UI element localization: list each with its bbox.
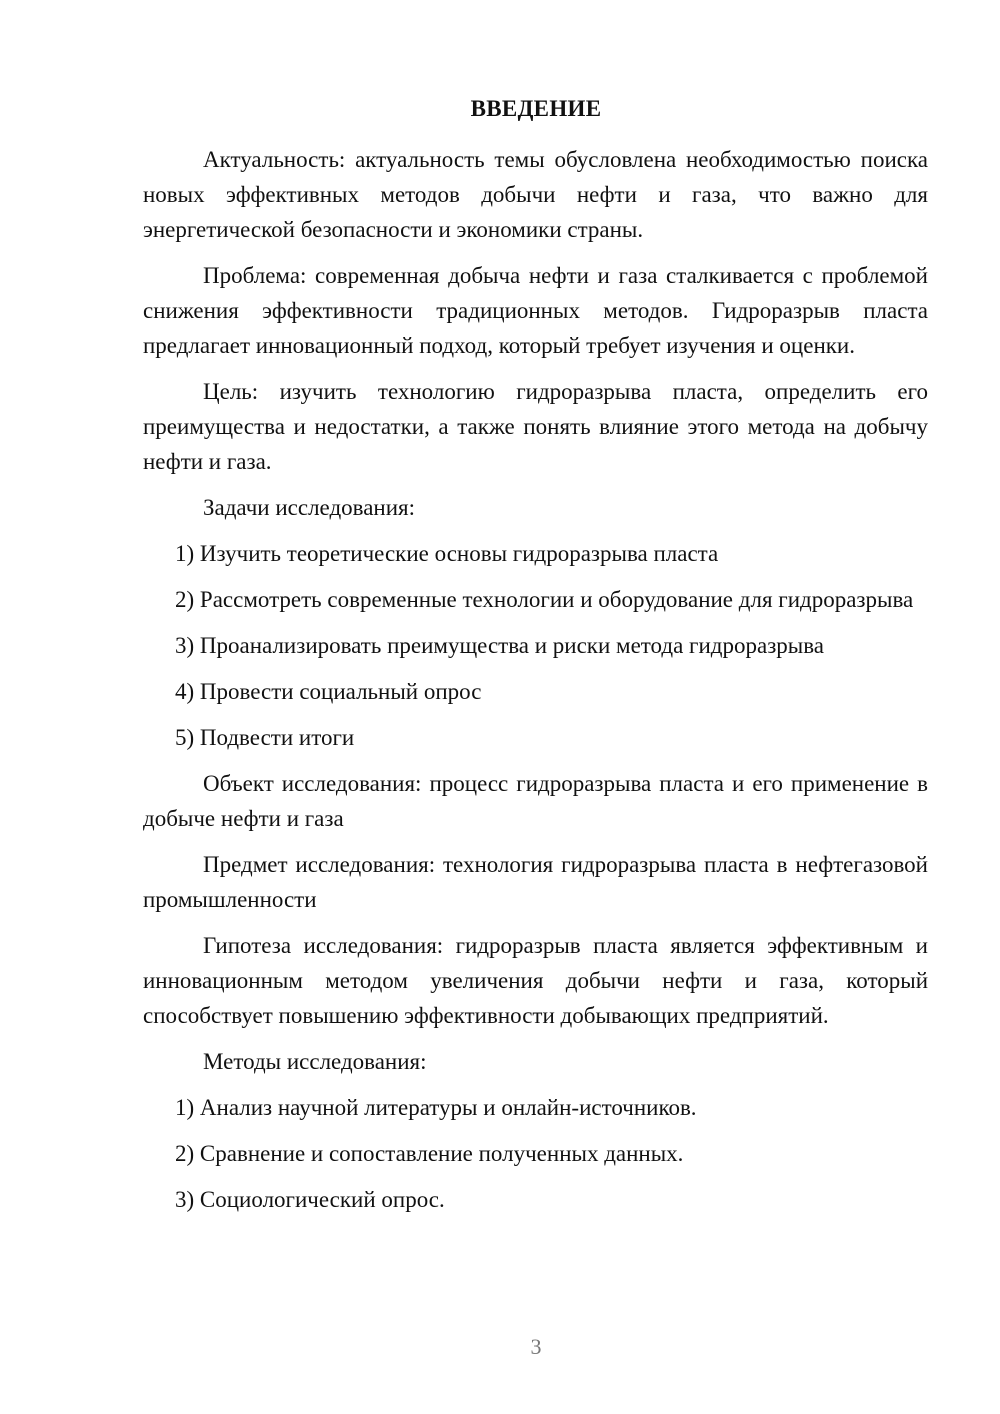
task-item-3: 3) Проанализировать преимущества и риски метода гидроразрыва — [175, 633, 825, 658]
document-body — [143, 142, 928, 1228]
methods-heading: Методы исследования: — [203, 1049, 427, 1074]
page-title: ВВЕДЕНИЕ — [470, 96, 602, 121]
task-item-2: 2) Рассмотреть современные технологии и оборудование для гидроразрыва — [175, 587, 914, 612]
page-number: 3 — [530, 1334, 542, 1359]
task-item-5: 5) Подвести итоги — [175, 725, 355, 750]
method-item-3: 3) Социологический опрос. — [175, 1187, 445, 1212]
paragraph-object: Объект исследования: процесс гидроразрыва пласта и его применение в добыче нефти и газа — [143, 771, 928, 831]
tasks-heading: Задачи исследования: — [203, 495, 416, 520]
paragraph-goal: Цель: изучить технологию гидроразрыва пласта, определить его преимущества и недостатки, а также понять влияние этого метода на добычу нефти и газа. — [143, 379, 928, 474]
paragraph-relevance: Актуальность: актуальность темы обусловлена необходимостью поиска новых эффективных методов добычи нефти и газа, что важно для энергетической безопасности и экономики страны. — [143, 147, 928, 242]
paragraph-problem: Проблема: современная добыча нефти и газа сталкивается с проблемой снижения эффективности традиционных методов. Гидроразрыв пласта предлагает инновационный подход, который требует изучения и оценки. — [143, 263, 928, 358]
task-item-4: 4) Провести социальный опрос — [175, 679, 482, 704]
method-item-2: 2) Сравнение и сопоставление полученных данных. — [175, 1141, 684, 1166]
paragraph-subject: Предмет исследования: технология гидроразрыва пласта в нефтегазовой промышленности — [143, 852, 928, 912]
task-item-1: 1) Изучить теоретические основы гидроразрыва пласта — [175, 541, 719, 566]
method-item-1: 1) Анализ научной литературы и онлайн-источников. — [175, 1095, 697, 1120]
paragraph-hypothesis: Гипотеза исследования: гидроразрыв пласта является эффективным и инновационным методом увеличения добычи нефти и газа, который способствует повышению эффективности добывающих предприятий. — [143, 933, 928, 1028]
